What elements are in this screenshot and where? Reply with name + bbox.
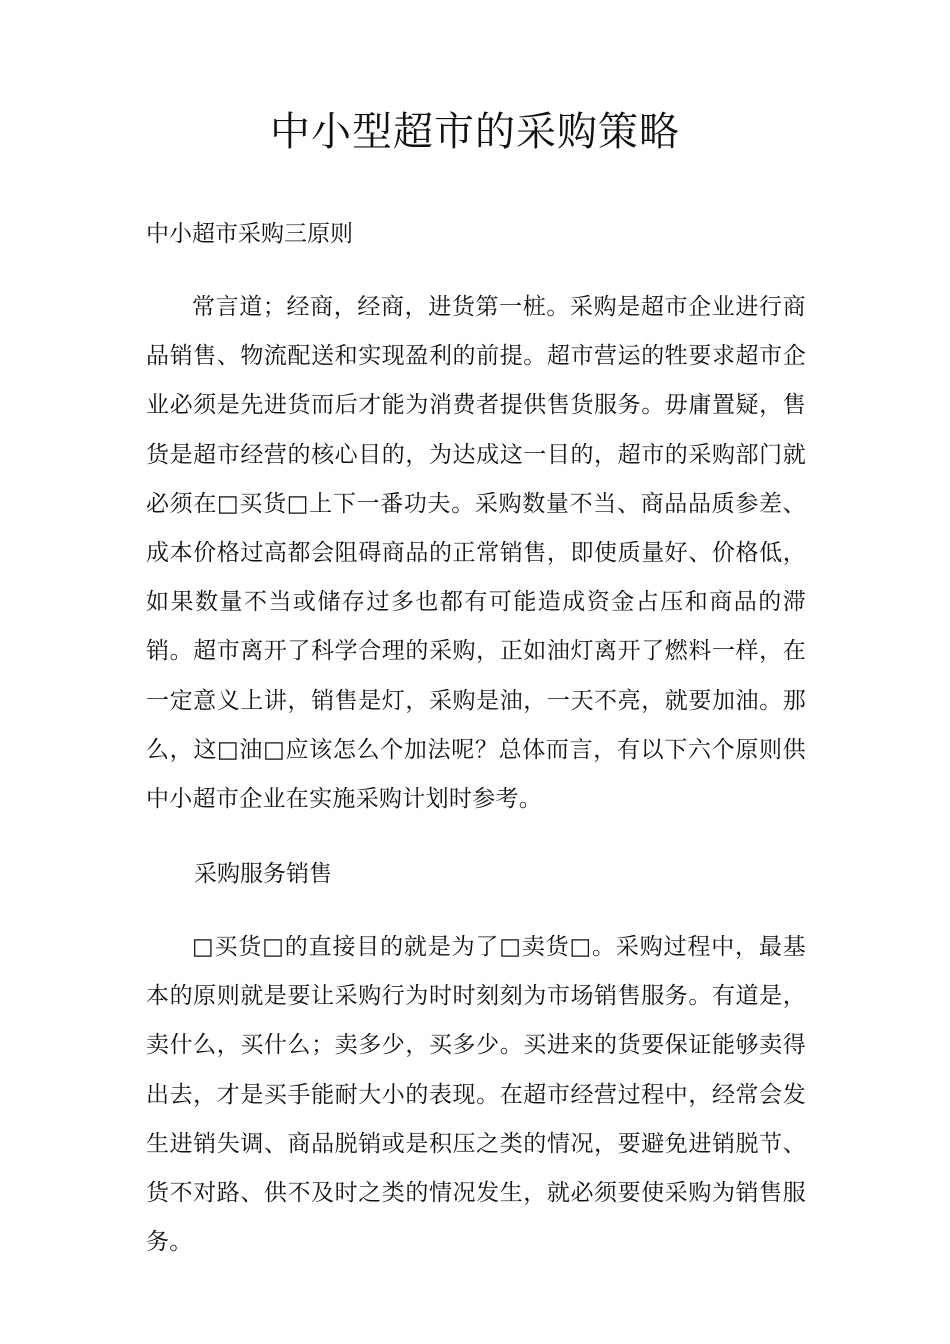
paragraph-purchase-serves-sales: □买货□的直接目的就是为了□卖货□。采购过程中，最基本的原则就是要让采购行为时时刻刻为市场销售服务。有道是，卖什么，买什么；卖多少，买多少。买进来的货要保证能够卖得出去，才是买手能耐大小的表现。在超市经营过程中，经常会发生进销失调、商品脱销或是积压之类的情况，要避免进销脱节、货不对路、供不及时之类的情况发生，就必须要使采购为销售服务。	[146, 934, 806, 1256]
section-heading-purchase-serves-sales: 采购服务销售	[194, 861, 332, 887]
document-title: 中小型超市的采购策略	[270, 109, 680, 155]
section-heading-principles: 中小超市采购三原则	[146, 221, 353, 247]
paragraph-intro: 常言道；经商，经商，进货第一桩。采购是超市企业进行商品销售、物流配送和实现盈利的前提。超市营运的牲要求超市企业必须是先进货而后才能为消费者提供售货服务。毋庸置疑，售货是超市经营的核心目的，为达成这一目的，超市的采购部门就必须在□买货□上下一番功夫。采购数量不当、商品品质参差、成本价格过高都会阻碍商品的正常销售，即使质量好、价格低，如果数量不当或储存过多也都有可能造成资金占压和商品的滞销。超市离开了科学合理的采购，正如油灯离开了燃料一样，在一定意义上讲，销售是灯，采购是油，一天不亮，就要加油。那么，这□油□应该怎么个加法呢？总体而言，有以下六个原则供中小超市企业在实施采购计划时参考。	[146, 294, 806, 813]
